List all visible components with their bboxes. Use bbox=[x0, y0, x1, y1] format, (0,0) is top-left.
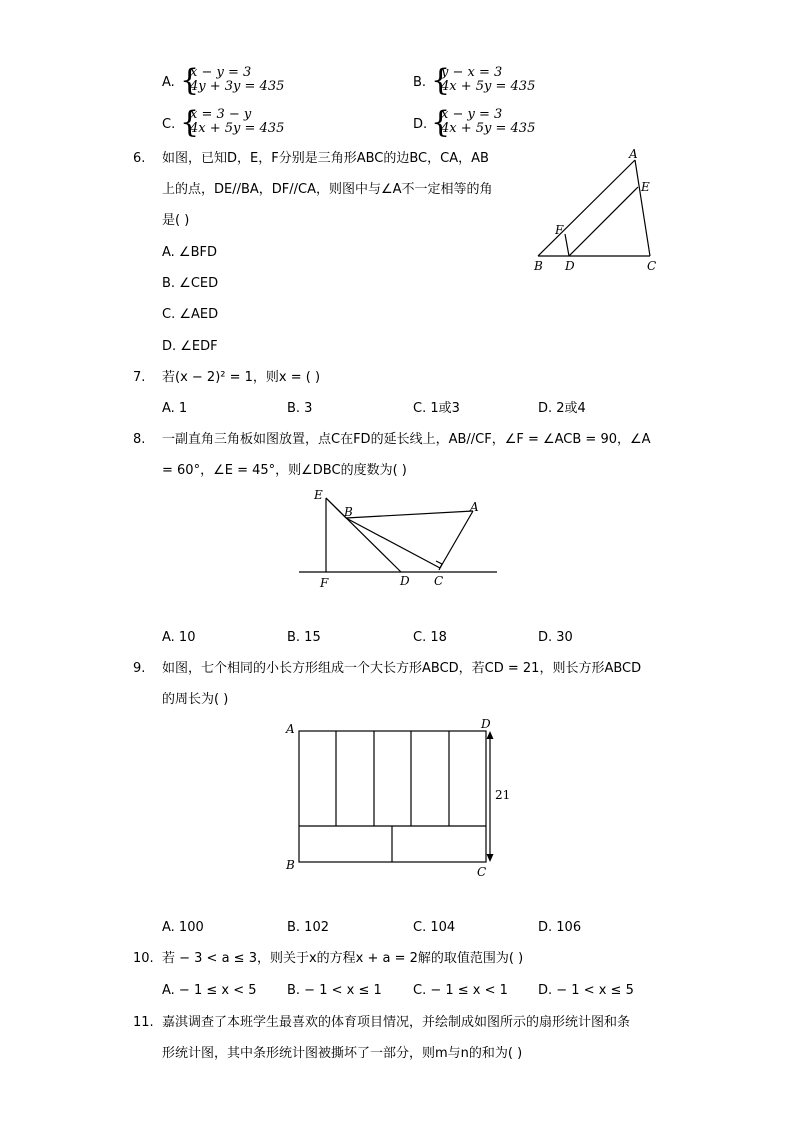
q5-option-b-label: B. bbox=[413, 75, 427, 90]
segment-de bbox=[569, 187, 638, 256]
q11-number: 11. bbox=[133, 1015, 154, 1030]
q10-option-c: C. − 1 ≤ x < 1 bbox=[413, 983, 508, 998]
q11-stem-line-1: 嘉淇调查了本班学生最喜欢的体育项目情况，并绘制成如图所示的扇形统计图和条 bbox=[162, 1015, 631, 1030]
q6-option-c: C. ∠AED bbox=[162, 307, 219, 322]
q8-option-d: D. 30 bbox=[538, 630, 573, 645]
q9-stem-line-1: 如图，七个相同的小长方形组成一个大长方形ABCD，若CD = 21，则长方形ABCD bbox=[162, 661, 642, 676]
segment-ba bbox=[346, 511, 473, 518]
label-a: A bbox=[629, 148, 638, 161]
q5-option-a-label: A. bbox=[162, 75, 175, 90]
q6-triangle-figure bbox=[525, 148, 675, 278]
q9-stem-line-2: 的周长为( ) bbox=[162, 692, 229, 707]
q9-option-b: B. 102 bbox=[287, 920, 329, 935]
q10-stem: 若 − 3 < a ≤ 3，则关于x的方程x + a = 2解的取值范围为( ) bbox=[162, 951, 524, 966]
dimension-label: 21 bbox=[495, 788, 511, 802]
q7-stem: 若(x − 2)² = 1，则x = ( ) bbox=[162, 370, 321, 385]
q6-option-a: A. ∠BFD bbox=[162, 245, 217, 260]
label-e: E bbox=[641, 180, 650, 194]
q8-option-b: B. 15 bbox=[287, 630, 321, 645]
equation-line-2: 4x + 5y = 435 bbox=[190, 121, 285, 136]
q8-number: 8. bbox=[133, 432, 146, 447]
q8-stem-line-1: 一副直角三角板如图放置，点C在FD的延长线上，AB//CF，∠F = ∠ACB = 90，∠A bbox=[162, 432, 651, 447]
equation-line-2: 4x + 5y = 435 bbox=[441, 121, 536, 136]
equation-line-1: x − y = 3 bbox=[441, 107, 503, 122]
q7-number: 7. bbox=[133, 370, 146, 385]
segment-bc bbox=[346, 518, 440, 568]
arrow-down-icon bbox=[487, 854, 494, 862]
label-d: D bbox=[400, 574, 410, 588]
segment-df bbox=[565, 234, 569, 256]
q7-option-a: A. 1 bbox=[162, 401, 188, 416]
label-b: B bbox=[534, 259, 543, 273]
label-c: C bbox=[477, 865, 487, 879]
equation-line-2: 4y + 3y = 435 bbox=[190, 79, 285, 94]
label-d: D bbox=[565, 259, 575, 273]
label-e: E bbox=[314, 488, 323, 502]
q8-stem-line-2: = 60°，∠E = 45°，则∠DBC的度数为( ) bbox=[162, 463, 407, 478]
segment-ac bbox=[635, 160, 650, 256]
q10-number: 10. bbox=[133, 951, 154, 966]
q9-option-a: A. 100 bbox=[162, 920, 204, 935]
segment-ab bbox=[538, 160, 635, 256]
q7-option-d: D. 2或4 bbox=[538, 401, 586, 416]
arrow-up-icon bbox=[487, 731, 494, 739]
equation-line-1: x − y = 3 bbox=[190, 65, 252, 80]
label-f: F bbox=[555, 223, 564, 237]
q9-option-c: C. 104 bbox=[413, 920, 456, 935]
q7-option-c: C. 1或3 bbox=[413, 401, 460, 416]
q6-option-b: B. ∠CED bbox=[162, 276, 219, 291]
q11-stem-line-2: 形统计图，其中条形统计图被撕坏了一部分，则m与n的和为( ) bbox=[162, 1046, 523, 1061]
q7-option-b: B. 3 bbox=[287, 401, 313, 416]
q10-option-b: B. − 1 < x ≤ 1 bbox=[287, 983, 382, 998]
q8-option-a: A. 10 bbox=[162, 630, 196, 645]
q6-option-d: D. ∠EDF bbox=[162, 339, 218, 354]
q6-stem-line-2: 上的点，DE//BA，DF//CA，则图中与∠A不一定相等的角 bbox=[162, 182, 493, 197]
label-f: F bbox=[320, 576, 329, 590]
q5-option-c-label: C. bbox=[162, 117, 176, 132]
q9-number: 9. bbox=[133, 661, 146, 676]
q6-number: 6. bbox=[133, 151, 146, 166]
equation-line-2: 4x + 5y = 435 bbox=[441, 79, 536, 94]
label-c: C bbox=[434, 574, 444, 588]
left-brace-icon: { bbox=[180, 63, 200, 98]
q9-rectangle-figure bbox=[280, 712, 520, 882]
left-brace-icon: { bbox=[431, 63, 451, 98]
q6-stem-line-3: 是( ) bbox=[162, 213, 190, 228]
q9-option-d: D. 106 bbox=[538, 920, 582, 935]
q8-option-c: C. 18 bbox=[413, 630, 447, 645]
right-angle-mark-c bbox=[436, 561, 442, 570]
label-a: A bbox=[286, 722, 295, 736]
label-c: C bbox=[647, 259, 657, 273]
left-brace-icon: { bbox=[431, 105, 451, 140]
q5-option-d-label: D. bbox=[413, 117, 428, 132]
segment-ed bbox=[326, 498, 401, 572]
segment-ac bbox=[440, 511, 473, 568]
left-brace-icon: { bbox=[180, 105, 200, 140]
label-b: B bbox=[286, 858, 295, 872]
q8-set-square-figure bbox=[295, 485, 505, 595]
equation-line-1: x = 3 − y bbox=[190, 107, 252, 122]
label-d: D bbox=[481, 717, 491, 731]
q6-stem-line-1: 如图，已知D，E，F分别是三角形ABC的边BC，CA，AB bbox=[162, 151, 489, 166]
label-b: B bbox=[344, 505, 353, 519]
label-a: A bbox=[470, 500, 479, 514]
equation-line-1: y − x = 3 bbox=[441, 65, 503, 80]
q10-option-a: A. − 1 ≤ x < 5 bbox=[162, 983, 257, 998]
q10-option-d: D. − 1 < x ≤ 5 bbox=[538, 983, 634, 998]
